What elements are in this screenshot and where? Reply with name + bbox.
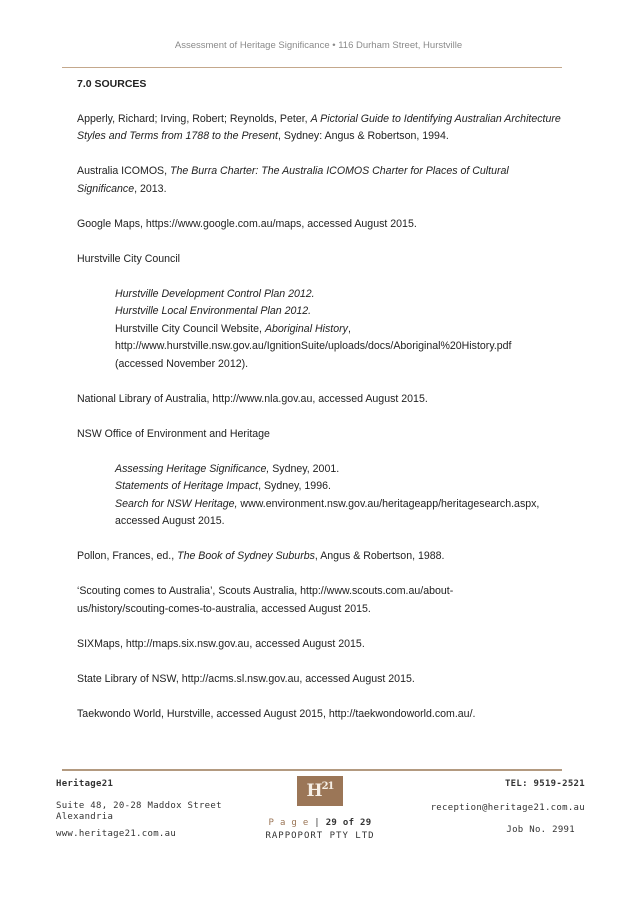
- source-subentry: Hurstville City Council Website, Aboriginal History,: [115, 322, 351, 335]
- source-subentry: Statements of Heritage Impact, Sydney, 1996.: [115, 480, 331, 492]
- footer-firm: RAPPOPORT PTY LTD: [265, 831, 375, 841]
- footer-company: Heritage21: [56, 779, 114, 789]
- source-entry: Pollon, Frances, ed., The Book of Sydney Suburbs, Angus & Robertson, 1988.: [77, 550, 445, 562]
- source-entry: Australia ICOMOS, The Burra Charter: The Australia ICOMOS Charter for Places of Cultural Significance, 2013.: [77, 165, 509, 195]
- source-title: The Book of Sydney Suburbs: [177, 550, 315, 562]
- source-title: The Burra Charter: The Australia ICOMOS Charter for Places of Cultural Significance: [77, 165, 509, 195]
- source-group-heading: NSW Office of Environment and Heritage: [77, 427, 270, 440]
- source-entry: National Library of Australia, http://www.nla.gov.au, accessed August 2015.: [77, 392, 428, 405]
- source-sublist: [77, 461, 562, 531]
- footer-email: reception@heritage21.com.au: [430, 803, 585, 813]
- source-entry: ‘Scouting comes to Australia’, Scouts Australia, http://www.scouts.com.au/about- us/history/scouting-comes-to-australia, accessed August 2015.: [77, 585, 454, 615]
- source-url: http://www.hurstville.nsw.gov.au/IgnitionSuite/uploads/docs/Aboriginal%20History.pdf: [115, 340, 512, 352]
- running-header: Assessment of Heritage Significance • 116 Durham Street, Hurstville: [174, 40, 463, 51]
- source-entry: SIXMaps, http://maps.six.nsw.gov.au, accessed August 2015.: [77, 637, 365, 650]
- sources-section: [77, 76, 562, 741]
- source-sublist: [77, 286, 562, 374]
- footer-address-line2: Alexandria: [56, 812, 114, 822]
- page-indicator: P a g e | 29 of 29: [268, 818, 372, 828]
- source-note: accessed August 2015.: [115, 515, 225, 527]
- page-label: P a g e: [268, 818, 309, 828]
- source-subentry: Hurstville Local Environmental Plan 2012.: [115, 305, 312, 317]
- page-number: 29 of 29: [325, 818, 372, 828]
- source-subentry: Assessing Heritage Significance, Sydney, 2001.: [115, 462, 340, 475]
- source-subentry: Search for NSW Heritage, www.environment.nsw.gov.au/heritageapp/heritagesearch.aspx,: [115, 497, 540, 510]
- source-subentry: Hurstville Development Control Plan 2012.: [115, 287, 315, 300]
- section-heading: 7.0 SOURCES: [77, 78, 147, 90]
- footer-rule: [62, 769, 562, 771]
- footer-website: www.heritage21.com.au: [56, 829, 177, 839]
- footer-tel: TEL: 9519-2521: [504, 779, 585, 789]
- source-entry: Apperly, Richard; Irving, Robert; Reynolds, Peter, A Pictorial Guide to Identifying Australian Architecture Styles and Terms from 1788 to the Present, Sydney: Angus & Robertson, 1994.: [77, 112, 561, 142]
- source-group-heading: Hurstville City Council: [77, 252, 181, 265]
- source-entry: Google Maps, https://www.google.com.au/maps, accessed August 2015.: [77, 217, 417, 230]
- source-entry: Taekwondo World, Hurstville, accessed August 2015, http://taekwondoworld.com.au/.: [77, 707, 476, 720]
- heritage21-logo: H $_{21}$: [297, 776, 343, 806]
- footer-job-number: Job No. 2991: [506, 825, 575, 835]
- source-note: (accessed November 2012).: [115, 357, 249, 370]
- header-rule: [62, 67, 562, 68]
- source-title: A Pictorial Guide to Identifying Australian Architecture Styles and Terms from 1788 to the Present: [77, 112, 561, 142]
- source-entry: State Library of NSW, http://acms.sl.nsw.gov.au, accessed August 2015.: [77, 672, 415, 685]
- footer-address-line1: Suite 48, 20-28 Maddox Street: [56, 801, 222, 811]
